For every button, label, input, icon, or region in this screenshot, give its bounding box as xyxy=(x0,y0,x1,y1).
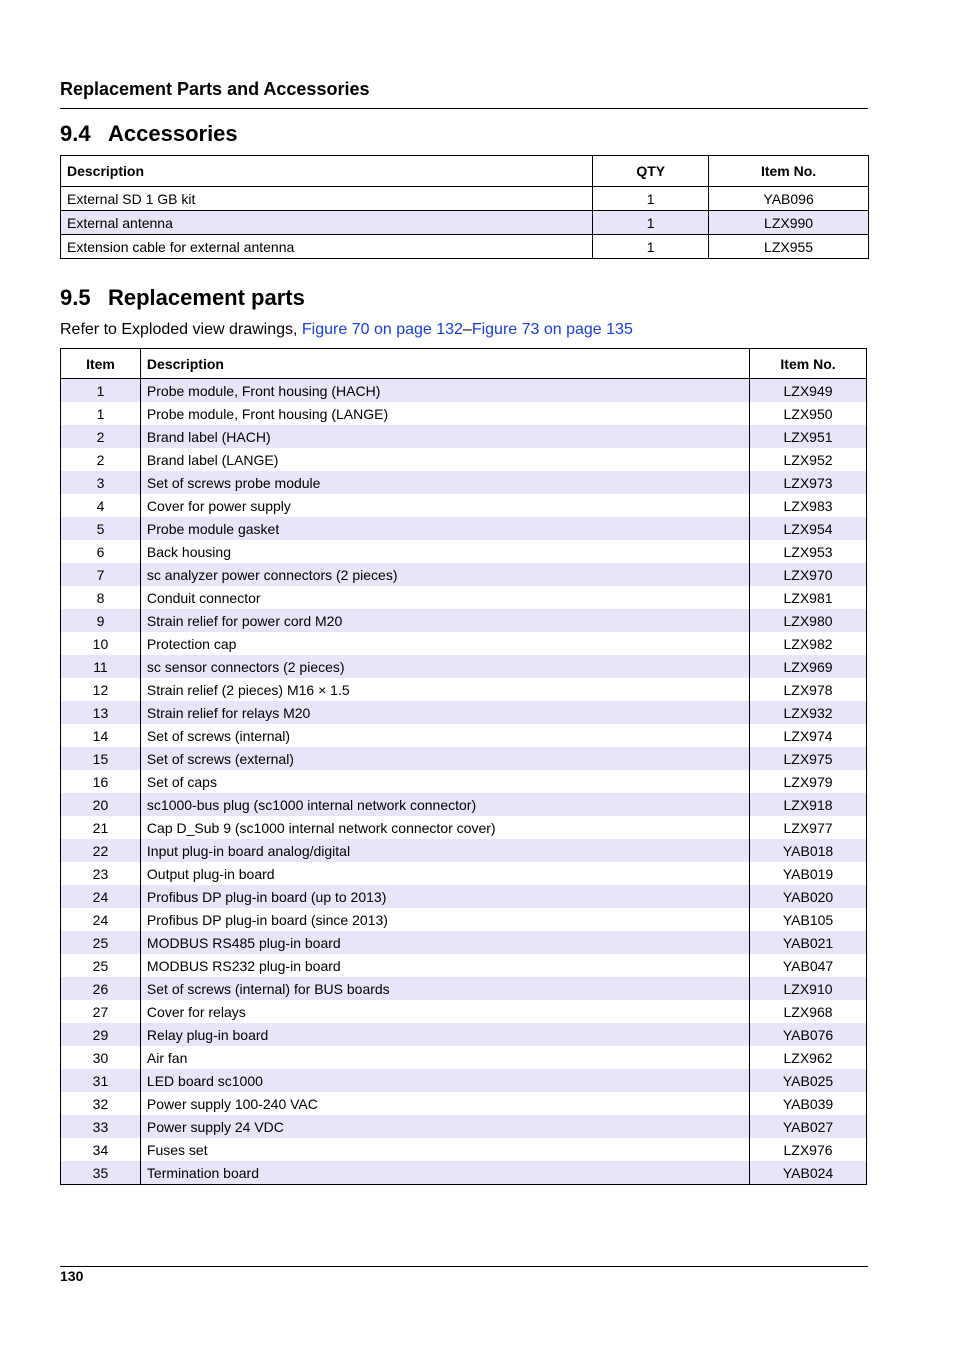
section-number: 9.5 xyxy=(60,285,91,310)
table-cell: 13 xyxy=(61,701,141,724)
table-cell: LZX953 xyxy=(750,540,867,563)
table-cell: LZX970 xyxy=(750,563,867,586)
table-row xyxy=(61,816,867,839)
table-row xyxy=(61,1000,867,1023)
table-row xyxy=(61,954,867,977)
table-cell: LZX951 xyxy=(750,425,867,448)
table-cell: YAB025 xyxy=(750,1069,867,1092)
table-cell: 5 xyxy=(61,517,141,540)
table-cell: Profibus DP plug-in board (since 2013) xyxy=(140,908,749,931)
table-cell: YAB047 xyxy=(750,954,867,977)
table-cell: 21 xyxy=(61,816,141,839)
table-cell: Set of screws (internal) for BUS boards xyxy=(140,977,749,1000)
table-cell: Set of caps xyxy=(140,770,749,793)
column-header-item-no: Item No. xyxy=(750,349,867,379)
table-cell: Probe module, Front housing (LANGE) xyxy=(140,402,749,425)
table-cell: YAB024 xyxy=(750,1161,867,1185)
table-cell: LZX977 xyxy=(750,816,867,839)
footer-rule xyxy=(60,1266,868,1267)
table-cell: LZX968 xyxy=(750,1000,867,1023)
table-cell: Extension cable for external antenna xyxy=(61,235,593,259)
table-cell: YAB019 xyxy=(750,862,867,885)
table-cell: 2 xyxy=(61,425,141,448)
table-cell: Relay plug-in board xyxy=(140,1023,749,1046)
table-row xyxy=(61,770,867,793)
intro-text: Refer to Exploded view drawings, xyxy=(60,321,302,338)
table-row xyxy=(61,540,867,563)
table-row xyxy=(61,471,867,494)
table-cell: Probe module gasket xyxy=(140,517,749,540)
table-cell: Strain relief (2 pieces) M16 × 1.5 xyxy=(140,678,749,701)
table-row xyxy=(61,701,867,724)
table-cell: LZX978 xyxy=(750,678,867,701)
table-cell: sc sensor connectors (2 pieces) xyxy=(140,655,749,678)
table-cell: LZX974 xyxy=(750,724,867,747)
table-cell: Power supply 24 VDC xyxy=(140,1115,749,1138)
table-cell: 33 xyxy=(61,1115,141,1138)
table-cell: 12 xyxy=(61,678,141,701)
table-cell: LZX954 xyxy=(750,517,867,540)
table-cell: Strain relief for power cord M20 xyxy=(140,609,749,632)
table-row xyxy=(61,793,867,816)
table-header-row xyxy=(61,349,867,379)
table-cell: LZX990 xyxy=(709,211,869,235)
section-heading-accessories xyxy=(60,121,238,147)
table-row xyxy=(61,586,867,609)
table-cell: 25 xyxy=(61,931,141,954)
table-row xyxy=(61,1023,867,1046)
table-cell: 1 xyxy=(61,402,141,425)
table-cell: LZX982 xyxy=(750,632,867,655)
table-row xyxy=(61,862,867,885)
table-row xyxy=(61,908,867,931)
table-cell: sc1000-bus plug (sc1000 internal network connector) xyxy=(140,793,749,816)
table-row xyxy=(61,517,867,540)
table-row xyxy=(61,187,869,211)
table-cell: 15 xyxy=(61,747,141,770)
table-cell: 8 xyxy=(61,586,141,609)
table-cell: Probe module, Front housing (HACH) xyxy=(140,379,749,403)
intro-paragraph xyxy=(60,320,633,340)
table-row xyxy=(61,563,867,586)
table-row xyxy=(61,632,867,655)
table-cell: LZX949 xyxy=(750,379,867,403)
table-cell: YAB105 xyxy=(750,908,867,931)
table-row xyxy=(61,885,867,908)
table-cell: 10 xyxy=(61,632,141,655)
table-cell: 24 xyxy=(61,908,141,931)
table-cell: 35 xyxy=(61,1161,141,1185)
column-header-qty: QTY xyxy=(593,156,709,187)
figure-70-link[interactable]: Figure 70 on page 132 xyxy=(301,321,463,338)
table-cell: 25 xyxy=(61,954,141,977)
table-cell: 34 xyxy=(61,1138,141,1161)
table-cell: Strain relief for relays M20 xyxy=(140,701,749,724)
table-cell: Cover for relays xyxy=(140,1000,749,1023)
table-row xyxy=(61,1046,867,1069)
table-cell: Back housing xyxy=(140,540,749,563)
table-header-row xyxy=(61,156,869,187)
table-cell: 22 xyxy=(61,839,141,862)
table-cell: Set of screws probe module xyxy=(140,471,749,494)
table-row xyxy=(61,839,867,862)
table-cell: Air fan xyxy=(140,1046,749,1069)
column-header-description: Description xyxy=(140,349,749,379)
figure-73-link[interactable]: Figure 73 on page 135 xyxy=(471,321,633,338)
table-row xyxy=(61,609,867,632)
table-cell: YAB076 xyxy=(750,1023,867,1046)
running-header: Replacement Parts and Accessories xyxy=(60,79,370,99)
column-header-description: Description xyxy=(61,156,593,187)
table-cell: LZX981 xyxy=(750,586,867,609)
table-cell: LZX979 xyxy=(750,770,867,793)
table-row xyxy=(61,655,867,678)
column-header-item-no: Item No. xyxy=(709,156,869,187)
table-cell: 1 xyxy=(593,187,709,211)
table-cell: Cap D_Sub 9 (sc1000 internal network connector cover) xyxy=(140,816,749,839)
table-cell: LZX950 xyxy=(750,402,867,425)
table-cell: Brand label (LANGE) xyxy=(140,448,749,471)
table-cell: 7 xyxy=(61,563,141,586)
table-cell: Protection cap xyxy=(140,632,749,655)
table-cell: Brand label (HACH) xyxy=(140,425,749,448)
page-number: 130 xyxy=(60,1268,84,1284)
table-cell: LZX969 xyxy=(750,655,867,678)
table-cell: 26 xyxy=(61,977,141,1000)
table-cell: 6 xyxy=(61,540,141,563)
table-row xyxy=(61,1161,867,1185)
table-cell: LZX962 xyxy=(750,1046,867,1069)
table-cell: 29 xyxy=(61,1023,141,1046)
table-cell: Power supply 100-240 VAC xyxy=(140,1092,749,1115)
table-cell: Conduit connector xyxy=(140,586,749,609)
table-cell: MODBUS RS232 plug-in board xyxy=(140,954,749,977)
table-cell: 30 xyxy=(61,1046,141,1069)
table-row xyxy=(61,931,867,954)
table-cell: YAB018 xyxy=(750,839,867,862)
table-cell: YAB027 xyxy=(750,1115,867,1138)
table-cell: 20 xyxy=(61,793,141,816)
table-cell: LZX976 xyxy=(750,1138,867,1161)
table-row xyxy=(61,379,867,403)
table-row xyxy=(61,448,867,471)
table-cell: Profibus DP plug-in board (up to 2013) xyxy=(140,885,749,908)
table-cell: LZX983 xyxy=(750,494,867,517)
table-cell: 31 xyxy=(61,1069,141,1092)
intro-dash: – xyxy=(462,321,472,338)
table-cell: Fuses set xyxy=(140,1138,749,1161)
section-title: Replacement parts xyxy=(108,285,305,310)
table-row xyxy=(61,747,867,770)
table-cell: LZX955 xyxy=(709,235,869,259)
accessories-table xyxy=(60,155,869,259)
table-cell: Output plug-in board xyxy=(140,862,749,885)
table-cell: 2 xyxy=(61,448,141,471)
table-cell: 4 xyxy=(61,494,141,517)
table-cell: LZX952 xyxy=(750,448,867,471)
table-row xyxy=(61,1138,867,1161)
table-cell: Input plug-in board analog/digital xyxy=(140,839,749,862)
table-cell: 9 xyxy=(61,609,141,632)
header-rule xyxy=(60,108,868,109)
table-cell: 1 xyxy=(593,211,709,235)
table-row xyxy=(61,678,867,701)
table-cell: Set of screws (internal) xyxy=(140,724,749,747)
table-cell: 1 xyxy=(61,379,141,403)
table-row xyxy=(61,724,867,747)
table-cell: LZX918 xyxy=(750,793,867,816)
table-cell: LZX975 xyxy=(750,747,867,770)
table-cell: 1 xyxy=(593,235,709,259)
table-row xyxy=(61,977,867,1000)
table-cell: LZX910 xyxy=(750,977,867,1000)
table-cell: LZX932 xyxy=(750,701,867,724)
table-cell: External antenna xyxy=(61,211,593,235)
table-row xyxy=(61,402,867,425)
table-cell: LZX973 xyxy=(750,471,867,494)
section-title: Accessories xyxy=(108,121,238,146)
table-cell: 27 xyxy=(61,1000,141,1023)
table-cell: 14 xyxy=(61,724,141,747)
table-cell: 24 xyxy=(61,885,141,908)
table-row xyxy=(61,1069,867,1092)
table-cell: YAB020 xyxy=(750,885,867,908)
table-cell: YAB096 xyxy=(709,187,869,211)
replacement-parts-table xyxy=(60,348,867,1185)
table-cell: 32 xyxy=(61,1092,141,1115)
table-cell: Termination board xyxy=(140,1161,749,1185)
table-cell: sc analyzer power connectors (2 pieces) xyxy=(140,563,749,586)
table-cell: LED board sc1000 xyxy=(140,1069,749,1092)
column-header-item: Item xyxy=(61,349,141,379)
section-number: 9.4 xyxy=(60,121,91,146)
table-row xyxy=(61,235,869,259)
section-heading-replacement-parts xyxy=(60,285,305,311)
table-row xyxy=(61,494,867,517)
table-cell: Set of screws (external) xyxy=(140,747,749,770)
table-cell: 11 xyxy=(61,655,141,678)
table-cell: 16 xyxy=(61,770,141,793)
table-cell: YAB039 xyxy=(750,1092,867,1115)
table-cell: LZX980 xyxy=(750,609,867,632)
table-row xyxy=(61,1092,867,1115)
table-row xyxy=(61,425,867,448)
table-cell: 3 xyxy=(61,471,141,494)
table-cell: MODBUS RS485 plug-in board xyxy=(140,931,749,954)
table-row xyxy=(61,1115,867,1138)
table-cell: 23 xyxy=(61,862,141,885)
table-row xyxy=(61,211,869,235)
table-cell: External SD 1 GB kit xyxy=(61,187,593,211)
table-cell: Cover for power supply xyxy=(140,494,749,517)
table-cell: YAB021 xyxy=(750,931,867,954)
